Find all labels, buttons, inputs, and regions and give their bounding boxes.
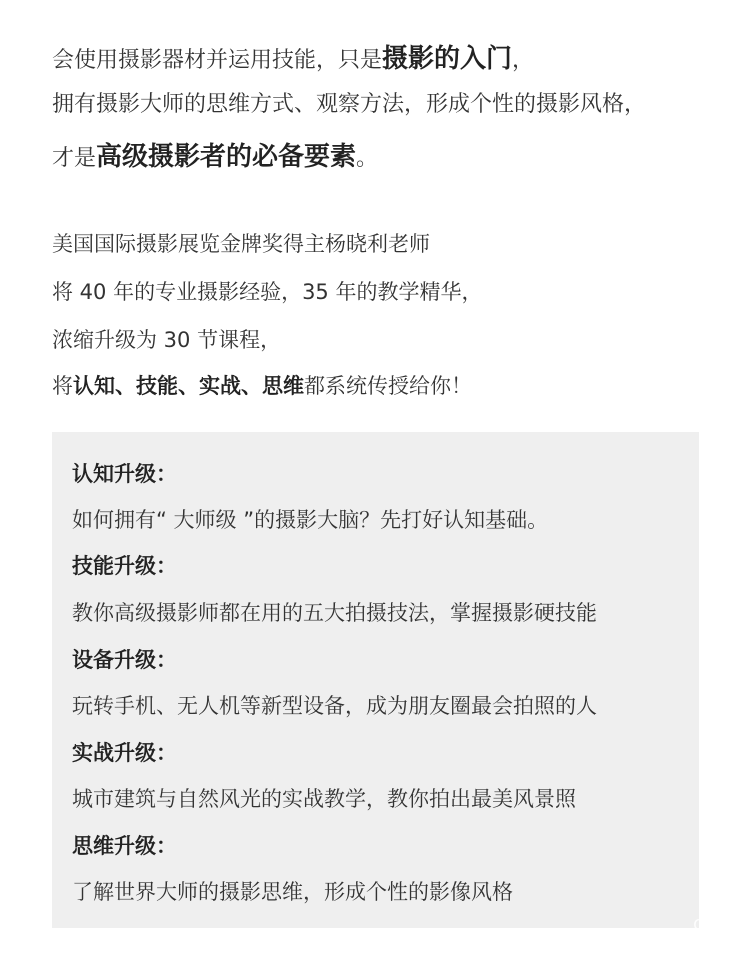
upgrade-title: 技能升级： — [72, 554, 177, 578]
bio-line-1: 美国国际摄影展览金牌奖得主杨晓利老师 — [52, 232, 430, 256]
upgrade-title: 实战升级： — [72, 741, 177, 765]
intro-highlight-entry: 摄影的入门 — [382, 44, 513, 74]
upgrade-title: 认知升级： — [72, 462, 177, 486]
upgrade-desc: 如何拥有“ 大师级 ”的摄影大脑？先打好认知基础。 — [72, 508, 549, 532]
bio-line-4-highlight: 认知、技能、实战、思维 — [73, 374, 304, 398]
intro-line-1-text: 会使用摄影器材并运用技能，只是 — [52, 48, 383, 73]
intro-line-3-end: 。 — [356, 146, 379, 171]
upgrade-desc: 城市建筑与自然风光的实战教学，教你拍出最美风景照 — [72, 787, 576, 811]
intro-highlight-advanced: 高级摄影者的必备要素 — [96, 142, 357, 172]
watermark-logo: QGPX — [693, 916, 740, 934]
intro-line-1 — [52, 46, 534, 74]
intro-line-2: 拥有摄影大师的思维方式、观察方法，形成个性的摄影风格， — [52, 92, 647, 117]
intro-line-3 — [52, 144, 378, 172]
upgrade-desc: 教你高级摄影师都在用的五大拍摄技法，掌握摄影硬技能 — [72, 601, 597, 625]
upgrade-desc: 玩转手机、无人机等新型设备，成为朋友圈最会拍照的人 — [72, 694, 597, 718]
bio-line-4-start: 将 — [52, 374, 73, 398]
bio-line-3: 浓缩升级为 30 节课程， — [52, 328, 282, 352]
bio-line-4 — [52, 374, 472, 398]
bio-line-4-end: 都系统传授给你！ — [304, 374, 472, 398]
upgrade-title: 思维升级： — [72, 834, 177, 858]
intro-line-1-end: ， — [512, 48, 535, 73]
upgrades-box — [52, 432, 699, 928]
upgrade-title: 设备升级： — [72, 648, 177, 672]
upgrade-desc: 了解世界大师的摄影思维，形成个性的影像风格 — [72, 880, 513, 904]
intro-line-3-text: 才是 — [52, 146, 97, 171]
bio-line-2: 将 40 年的专业摄影经验，35 年的教学精华， — [52, 280, 483, 304]
